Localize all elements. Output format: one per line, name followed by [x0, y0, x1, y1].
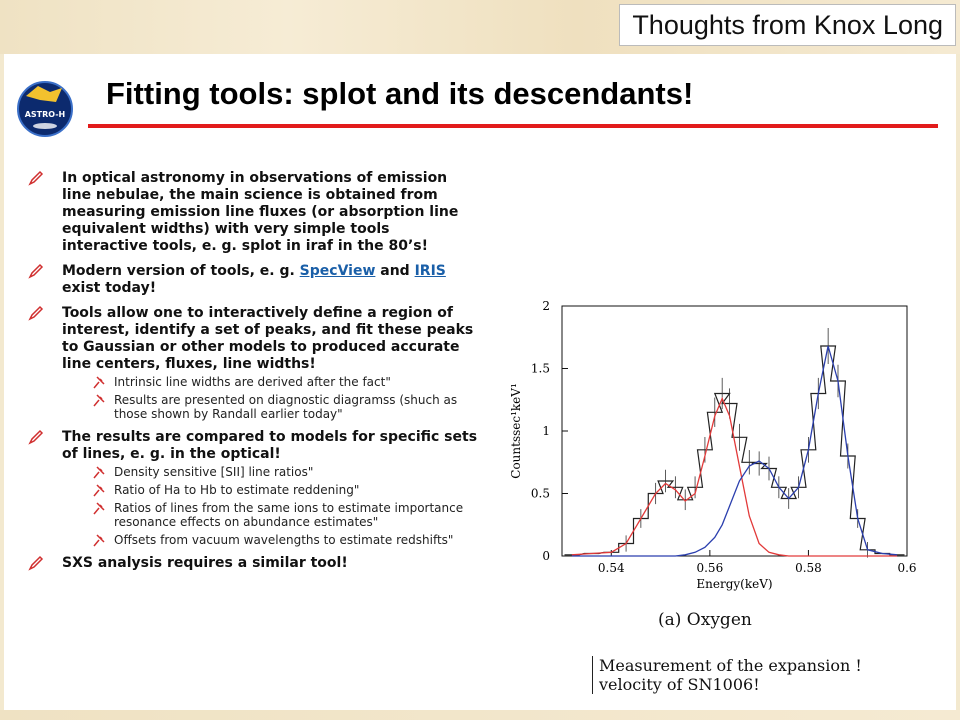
sub-bullet-text: Ratio of Ha to Hb to estimate reddening" [114, 483, 360, 497]
bullet-1 [28, 170, 478, 255]
x-tick-label: 0.54 [597, 561, 625, 575]
pencil-bullet-icon [28, 305, 44, 321]
series-line-data [565, 346, 905, 555]
bullet-4 [28, 429, 478, 547]
sub-bullet-text: Results are presented on diagnostic diagramss (shuch as those shown by Randall earlier today" [114, 393, 458, 421]
slide-heading: Fitting tools: splot and its descendants! [106, 76, 694, 111]
heading-rule [88, 124, 938, 128]
y-tick-label: 1.5 [530, 361, 550, 376]
y-tick-label: 2 [542, 299, 550, 313]
x-tick-label: 0.56 [696, 561, 724, 575]
y-tick-label: 1 [542, 424, 550, 438]
bullet-2-pre: Modern version of tools, e. g. [62, 263, 300, 279]
bullet-2-mid: and [375, 263, 415, 279]
pushpin-bullet-icon [92, 375, 106, 389]
pushpin-bullet-icon [92, 393, 106, 407]
sub-bullet [62, 393, 478, 421]
x-tick-label: 0.6 [897, 561, 917, 575]
bullet-3-text: Tools allow one to interactively define a region of interest, identify a set of peaks, and fit these peaks to Gaussian or other models to produced accurate line centers, fluxes, line widths! [62, 305, 474, 372]
footer-bar [0, 710, 960, 720]
expansion-note: Measurement of the expansion ! velocity of SN1006! [592, 656, 879, 694]
bullet-2-post: exist today! [62, 280, 157, 296]
astro-h-logo-icon [16, 74, 74, 144]
pushpin-bullet-icon [92, 501, 106, 515]
sub-bullet [62, 533, 478, 547]
sub-bullet [62, 375, 478, 389]
iris-link[interactable]: IRIS [414, 263, 446, 279]
bullet-4-text: The results are compared to models for specific sets of lines, e. g. in the optical! [62, 429, 478, 462]
sub-bullet-text: Ratios of lines from the same ions to estimate importance resonance effects on abundance estimates" [114, 501, 464, 529]
sub-bullet-text: Offsets from vacuum wavelengths to estimate redshifts" [114, 533, 454, 547]
bullet-1-text: In optical astronomy in observations of emission line nebulae, the main science is obtained from measuring emission line fluxes (or absorption line equivalent widths) with very simple tools interactive tools, e. g. splot in iraf in the 80’s! [62, 170, 459, 254]
pushpin-bullet-icon [92, 483, 106, 497]
pushpin-bullet-icon [92, 465, 106, 479]
pencil-bullet-icon [28, 555, 44, 571]
bullet-2 [28, 263, 478, 297]
header-title: Thoughts from Knox Long [619, 4, 956, 46]
sub-bullet [62, 501, 478, 529]
chart-caption: (a) Oxygen [658, 610, 752, 630]
x-tick-label: 0.58 [795, 561, 822, 575]
sub-bullet [62, 483, 478, 497]
bullet-5-text: SXS analysis requires a similar tool! [62, 555, 348, 571]
sub-bullet-text: Intrinsic line widths are derived after the fact" [114, 375, 391, 389]
specview-link[interactable]: SpecView [299, 263, 376, 279]
y-axis-label: Countssec¹keV¹ [509, 383, 523, 479]
bullet-3 [28, 305, 478, 421]
pushpin-bullet-icon [92, 533, 106, 547]
logo-label: ASTRO-H [24, 110, 66, 119]
header-bar [0, 0, 960, 54]
slide [4, 54, 956, 710]
pencil-bullet-icon [28, 429, 44, 445]
sub-bullet-text: Density sensitive [SII] line ratios" [114, 465, 314, 479]
x-axis-label: Energy(keV) [696, 577, 773, 591]
y-tick-label: 0 [542, 549, 550, 563]
bullet-list [28, 170, 478, 580]
bullet-5 [28, 555, 478, 572]
pencil-bullet-icon [28, 263, 44, 279]
sub-bullet [62, 465, 478, 479]
spectrum-chart-svg [502, 296, 932, 636]
pencil-bullet-icon [28, 170, 44, 186]
series-line-blue-component [572, 346, 897, 556]
spectrum-chart [502, 296, 932, 636]
y-tick-label: 0.5 [530, 486, 550, 501]
